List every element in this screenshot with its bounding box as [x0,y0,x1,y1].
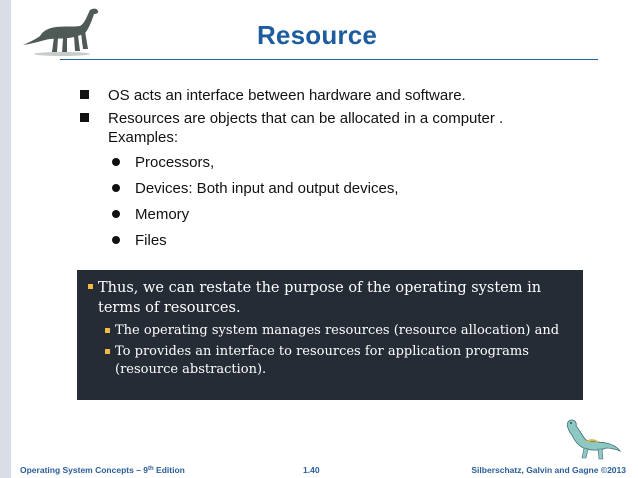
square-bullet-icon [80,90,89,99]
callout-sub-text: To provides an interface to resources for application programs (resource abstraction). [115,344,529,377]
callout-sub-item [89,343,565,379]
square-bullet-icon [105,328,110,333]
callout-main-text: Thus, we can restate the purpose of the operating system in terms of resources. [98,280,542,316]
footer-course-title: Operating System Concepts – 9th Edition [20,465,185,475]
bullet-text: OS acts an interface between hardware and software. [108,87,466,104]
round-bullet-icon [112,184,120,192]
footer-page-number: 1.40 [303,465,320,475]
callout-sub-text: The operating system manages resources (resource allocation) and [115,323,560,338]
dinosaur-icon [562,416,624,462]
slide-title: Resource [256,20,378,50]
sub-bullet-item [80,153,580,172]
sub-bullet-item [80,205,580,224]
sub-bullet-text: Memory [135,206,190,223]
round-bullet-icon [112,236,120,244]
bullet-text: Resources are objects that can be allocated in a computer . Examples: [108,110,504,146]
footer-copyright: Silberschatz, Galvin and Gagne ©2013 [471,465,626,475]
sub-bullet-text: Devices: Both input and output devices, [135,180,399,197]
square-bullet-icon [80,113,89,122]
round-bullet-icon [112,210,120,218]
sub-bullet-item [80,179,580,198]
square-bullet-icon [88,284,93,289]
callout-main-item [89,278,565,318]
sub-bullet-item [80,231,580,250]
bullet-item [80,109,580,147]
left-accent-bar [0,0,11,478]
bullet-item [80,86,580,105]
sub-bullet-text: Files [135,232,167,249]
square-bullet-icon [105,349,110,354]
callout-sub-item [89,322,565,340]
title-divider [60,59,598,60]
callout-box [77,270,583,400]
bullet-list [80,86,580,257]
round-bullet-icon [112,158,120,166]
sub-bullet-text: Processors, [135,154,215,171]
